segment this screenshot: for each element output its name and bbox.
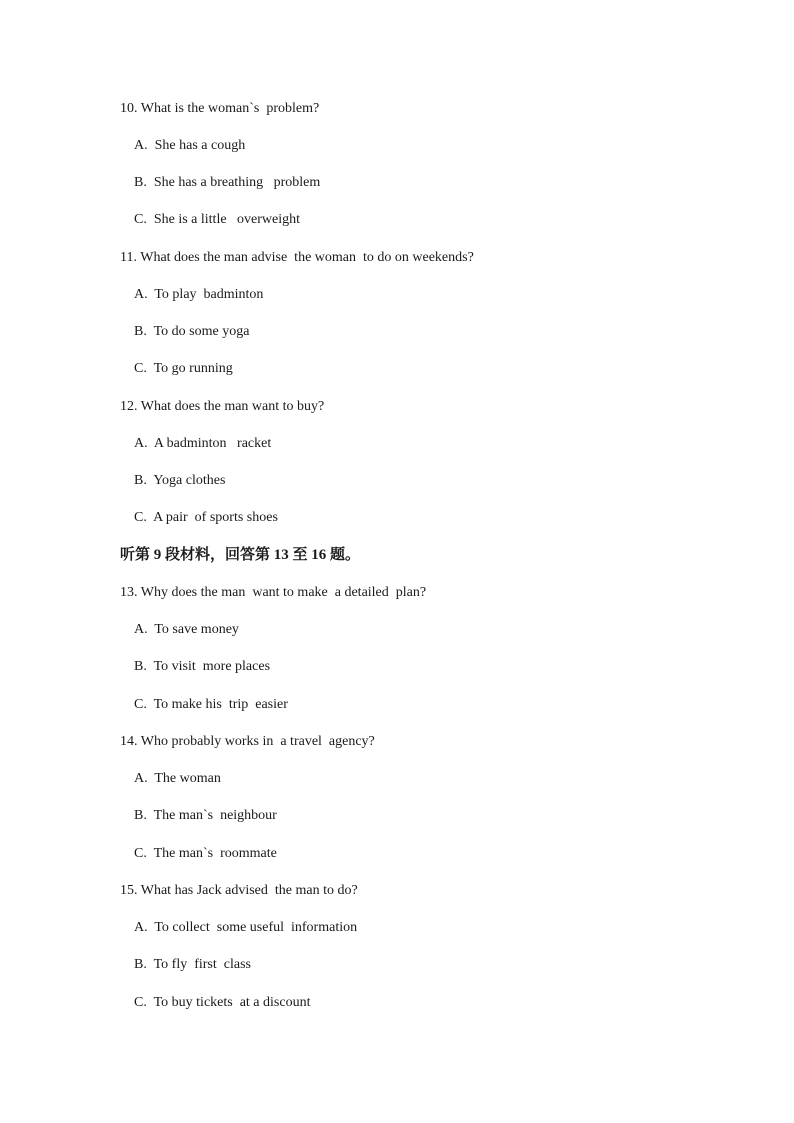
question-12-option-b: B. Yoga clothes bbox=[134, 473, 226, 488]
question-15-stem: 15. What has Jack advised the man to do? bbox=[120, 883, 358, 898]
question-15-option-c: C. To buy tickets at a discount bbox=[134, 995, 311, 1010]
question-15-option-b: B. To fly first class bbox=[134, 957, 251, 972]
question-11-stem: 11. What does the man advise the woman to do on weekends? bbox=[120, 250, 474, 265]
question-14-option-b: B. The man`s neighbour bbox=[134, 808, 277, 823]
question-10-option-b: B. She has a breathing problem bbox=[134, 175, 321, 190]
question-13-option-c: C. To make his trip easier bbox=[134, 697, 288, 712]
question-12-stem: 12. What does the man want to buy? bbox=[120, 399, 325, 414]
question-12-option-c: C. A pair of sports shoes bbox=[134, 510, 278, 525]
question-14-stem: 14. Who probably works in a travel agency? bbox=[120, 734, 375, 749]
question-14-option-c: C. The man`s roommate bbox=[134, 846, 277, 861]
question-13-option-a: A. To save money bbox=[134, 622, 239, 637]
question-13-stem: 13. Why does the man want to make a detailed plan? bbox=[120, 585, 427, 600]
question-12-option-a: A. A badminton racket bbox=[134, 436, 272, 451]
question-10-option-c: C. She is a little overweight bbox=[134, 212, 301, 227]
question-10-stem: 10. What is the woman`s problem? bbox=[120, 101, 320, 116]
question-11-option-a: A. To play badminton bbox=[134, 287, 264, 302]
question-10-option-a: A. She has a cough bbox=[134, 138, 246, 153]
question-13-option-b: B. To visit more places bbox=[134, 659, 271, 674]
question-11-option-b: B. To do some yoga bbox=[134, 324, 250, 339]
question-11-option-c: C. To go running bbox=[134, 361, 233, 376]
section-heading: 听第 9 段材料，回答第 13 至 16 题。 bbox=[120, 547, 361, 563]
question-14-option-a: A. The woman bbox=[134, 771, 221, 786]
question-15-option-a: A. To collect some useful information bbox=[134, 920, 358, 935]
